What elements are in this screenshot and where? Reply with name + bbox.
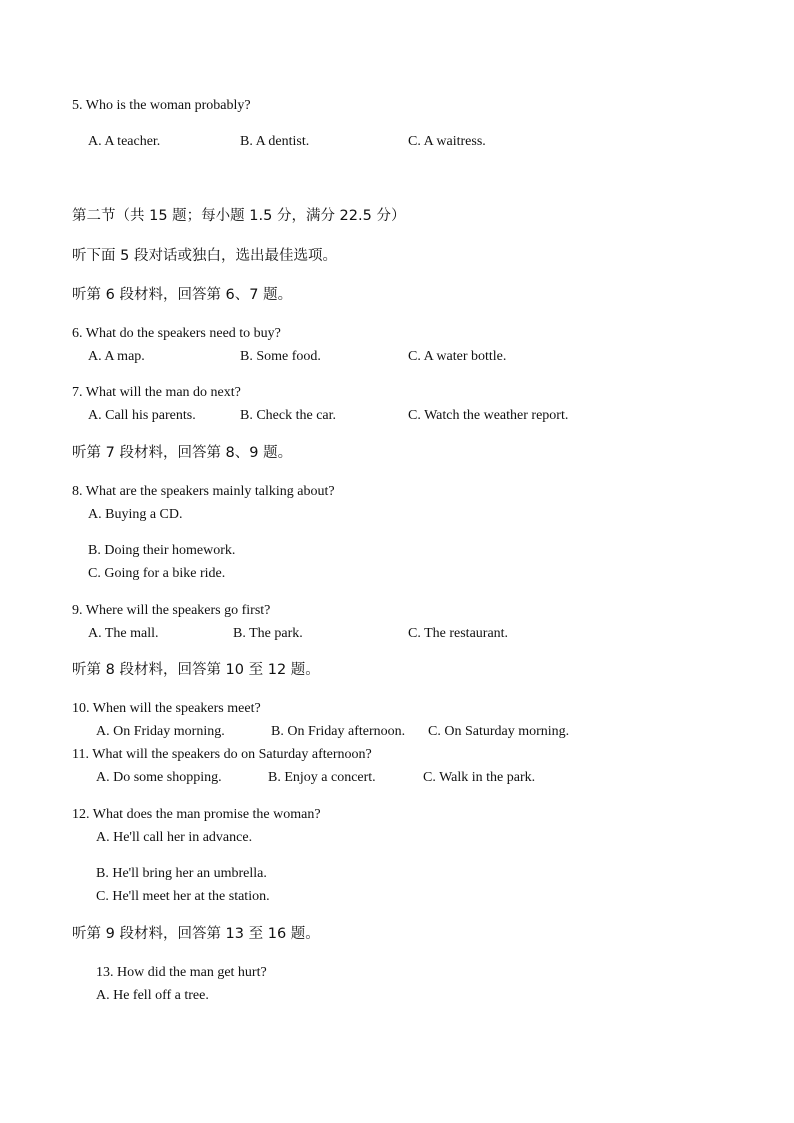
section2-heading: 第二节（共 15 题；每小题 1.5 分，满分 22.5 分） — [72, 208, 406, 224]
q6-option-b: B. Some food. — [240, 349, 321, 364]
q6-option-a: A. A map. — [88, 349, 145, 364]
q7-option-b: B. Check the car. — [240, 408, 337, 423]
section2-instruction: 听下面 5 段对话或独白，选出最佳选项。 — [72, 248, 337, 264]
q5-option-a: A. A teacher. — [88, 134, 161, 149]
q9-option-c: C. The restaurant. — [408, 626, 509, 641]
q7-option-c: C. Watch the weather report. — [408, 408, 569, 423]
q13-option-a: A. He fell off a tree. — [96, 988, 209, 1003]
q10-option-a: A. On Friday morning. — [96, 724, 225, 739]
q8-stem: 8. What are the speakers mainly talking about? — [72, 484, 335, 499]
q13-stem: 13. How did the man get hurt? — [96, 965, 267, 980]
material-6-header: 听第 6 段材料，回答第 6、7 题。 — [72, 287, 293, 303]
q8-option-b: B. Doing their homework. — [88, 543, 236, 558]
q12-stem: 12. What does the man promise the woman? — [72, 807, 321, 822]
q5-stem: 5. Who is the woman probably? — [72, 98, 251, 113]
q6-stem: 6. What do the speakers need to buy? — [72, 326, 281, 341]
q11-stem: 11. What will the speakers do on Saturday afternoon? — [72, 747, 372, 762]
q12-option-c: C. He'll meet her at the station. — [96, 889, 270, 904]
q5-option-c: C. A waitress. — [408, 134, 486, 149]
q12-option-b: B. He'll bring her an umbrella. — [96, 866, 267, 881]
q5-option-b: B. A dentist. — [240, 134, 310, 149]
material-7-header: 听第 7 段材料，回答第 8、9 题。 — [72, 445, 293, 461]
q9-option-b: B. The park. — [233, 626, 303, 641]
q9-stem: 9. Where will the speakers go first? — [72, 603, 271, 618]
q12-option-a: A. He'll call her in advance. — [96, 830, 253, 845]
q11-option-c: C. Walk in the park. — [423, 770, 536, 785]
q8-option-c: C. Going for a bike ride. — [88, 566, 226, 581]
material-8-header: 听第 8 段材料，回答第 10 至 12 题。 — [72, 662, 320, 678]
q10-option-c: C. On Saturday morning. — [428, 724, 570, 739]
q7-stem: 7. What will the man do next? — [72, 385, 241, 400]
q11-option-a: A. Do some shopping. — [96, 770, 222, 785]
q7-option-a: A. Call his parents. — [88, 408, 196, 423]
q10-stem: 10. When will the speakers meet? — [72, 701, 261, 716]
q8-option-a: A. Buying a CD. — [88, 507, 183, 522]
q11-option-b: B. Enjoy a concert. — [268, 770, 376, 785]
q10-option-b: B. On Friday afternoon. — [271, 724, 406, 739]
material-9-header: 听第 9 段材料，回答第 13 至 16 题。 — [72, 926, 320, 942]
q6-option-c: C. A water bottle. — [408, 349, 507, 364]
q9-option-a: A. The mall. — [88, 626, 159, 641]
